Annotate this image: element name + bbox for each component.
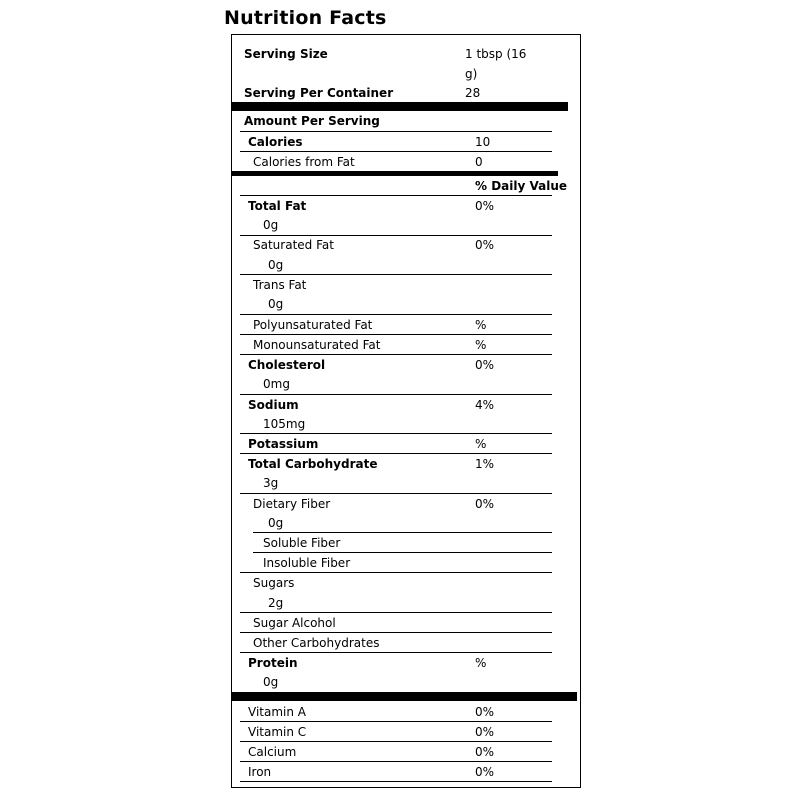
thick-divider-bottom: [231, 692, 577, 701]
divider: [240, 274, 552, 275]
divider: [240, 721, 552, 722]
monounsaturated-fat-dv: %: [475, 338, 487, 352]
divider: [240, 741, 552, 742]
divider: [240, 151, 552, 152]
divider: [240, 632, 552, 633]
monounsaturated-fat-label: Monounsaturated Fat: [253, 338, 381, 352]
saturated-fat-dv: 0%: [475, 238, 495, 252]
label-title: Nutrition Facts: [224, 7, 387, 29]
divider: [240, 572, 552, 573]
divider: [240, 354, 552, 355]
vitamin-dv: 0%: [475, 705, 495, 719]
vitamin-label: Iron: [248, 765, 272, 779]
total-carbohydrate-dv: 1%: [475, 457, 495, 471]
divider: [240, 334, 552, 335]
divider: [240, 314, 552, 315]
divider: [240, 453, 552, 454]
dietary-fiber-amount: 0g: [268, 516, 284, 530]
amount-per-serving-header: Amount Per Serving: [244, 114, 380, 128]
sugar-alcohol-label: Sugar Alcohol: [253, 616, 336, 630]
protein-dv: %: [475, 656, 487, 670]
sugars-label: Sugars: [253, 576, 295, 590]
trans-fat-label: Trans Fat: [253, 278, 307, 292]
calories-value: 10: [475, 135, 491, 149]
polyunsaturated-fat-label: Polyunsaturated Fat: [253, 318, 373, 332]
sodium-dv: 4%: [475, 398, 495, 412]
calories-from-fat-value: 0: [475, 155, 483, 169]
saturated-fat-amount: 0g: [268, 258, 284, 272]
total-fat-amount: 0g: [263, 218, 279, 232]
polyunsaturated-fat-dv: %: [475, 318, 487, 332]
divider: [240, 612, 552, 613]
protein-amount: 0g: [263, 675, 279, 689]
cholesterol-label: Cholesterol: [248, 358, 326, 372]
total-fat-label: Total Fat: [248, 199, 307, 213]
servings-per-container-label: Serving Per Container: [244, 86, 394, 100]
divider: [240, 131, 552, 132]
soluble-fiber-label: Soluble Fiber: [263, 536, 341, 550]
potassium-label: Potassium: [248, 437, 319, 451]
divider: [240, 235, 552, 236]
daily-value-header: % Daily Value: [475, 179, 568, 193]
vitamin-dv: 0%: [475, 765, 495, 779]
vitamin-dv: 0%: [475, 745, 495, 759]
vitamin-label: Calcium: [248, 745, 297, 759]
servings-per-container-value: 28: [465, 86, 481, 100]
medium-divider: [231, 171, 558, 176]
calories-from-fat-label: Calories from Fat: [253, 155, 355, 169]
vitamin-label: Vitamin A: [248, 705, 306, 719]
divider: [240, 781, 552, 782]
divider: [253, 552, 552, 553]
protein-label: Protein: [248, 656, 298, 670]
divider: [240, 195, 552, 196]
vitamin-dv: 0%: [475, 725, 495, 739]
thick-divider-top: [231, 102, 568, 111]
serving-size-label: Serving Size: [244, 47, 328, 61]
serving-size-value-line2: g): [465, 67, 478, 81]
sodium-label: Sodium: [248, 398, 299, 412]
insoluble-fiber-label: Insoluble Fiber: [263, 556, 351, 570]
divider: [253, 532, 552, 533]
calories-label: Calories: [248, 135, 303, 149]
divider: [240, 652, 552, 653]
dietary-fiber-label: Dietary Fiber: [253, 497, 331, 511]
vitamin-label: Vitamin C: [248, 725, 307, 739]
saturated-fat-label: Saturated Fat: [253, 238, 334, 252]
serving-size-value-line1: 1 tbsp (16: [465, 47, 527, 61]
potassium-dv: %: [475, 437, 487, 451]
total-carbohydrate-amount: 3g: [263, 476, 279, 490]
dietary-fiber-dv: 0%: [475, 497, 495, 511]
divider: [240, 433, 552, 434]
other-carbohydrates-label: Other Carbohydrates: [253, 636, 380, 650]
sugars-amount: 2g: [268, 596, 284, 610]
cholesterol-dv: 0%: [475, 358, 495, 372]
trans-fat-amount: 0g: [268, 297, 284, 311]
divider: [240, 761, 552, 762]
total-carbohydrate-label: Total Carbohydrate: [248, 457, 378, 471]
divider: [240, 493, 552, 494]
total-fat-dv: 0%: [475, 199, 495, 213]
divider: [240, 394, 552, 395]
cholesterol-amount: 0mg: [263, 377, 290, 391]
sodium-amount: 105mg: [263, 417, 306, 431]
